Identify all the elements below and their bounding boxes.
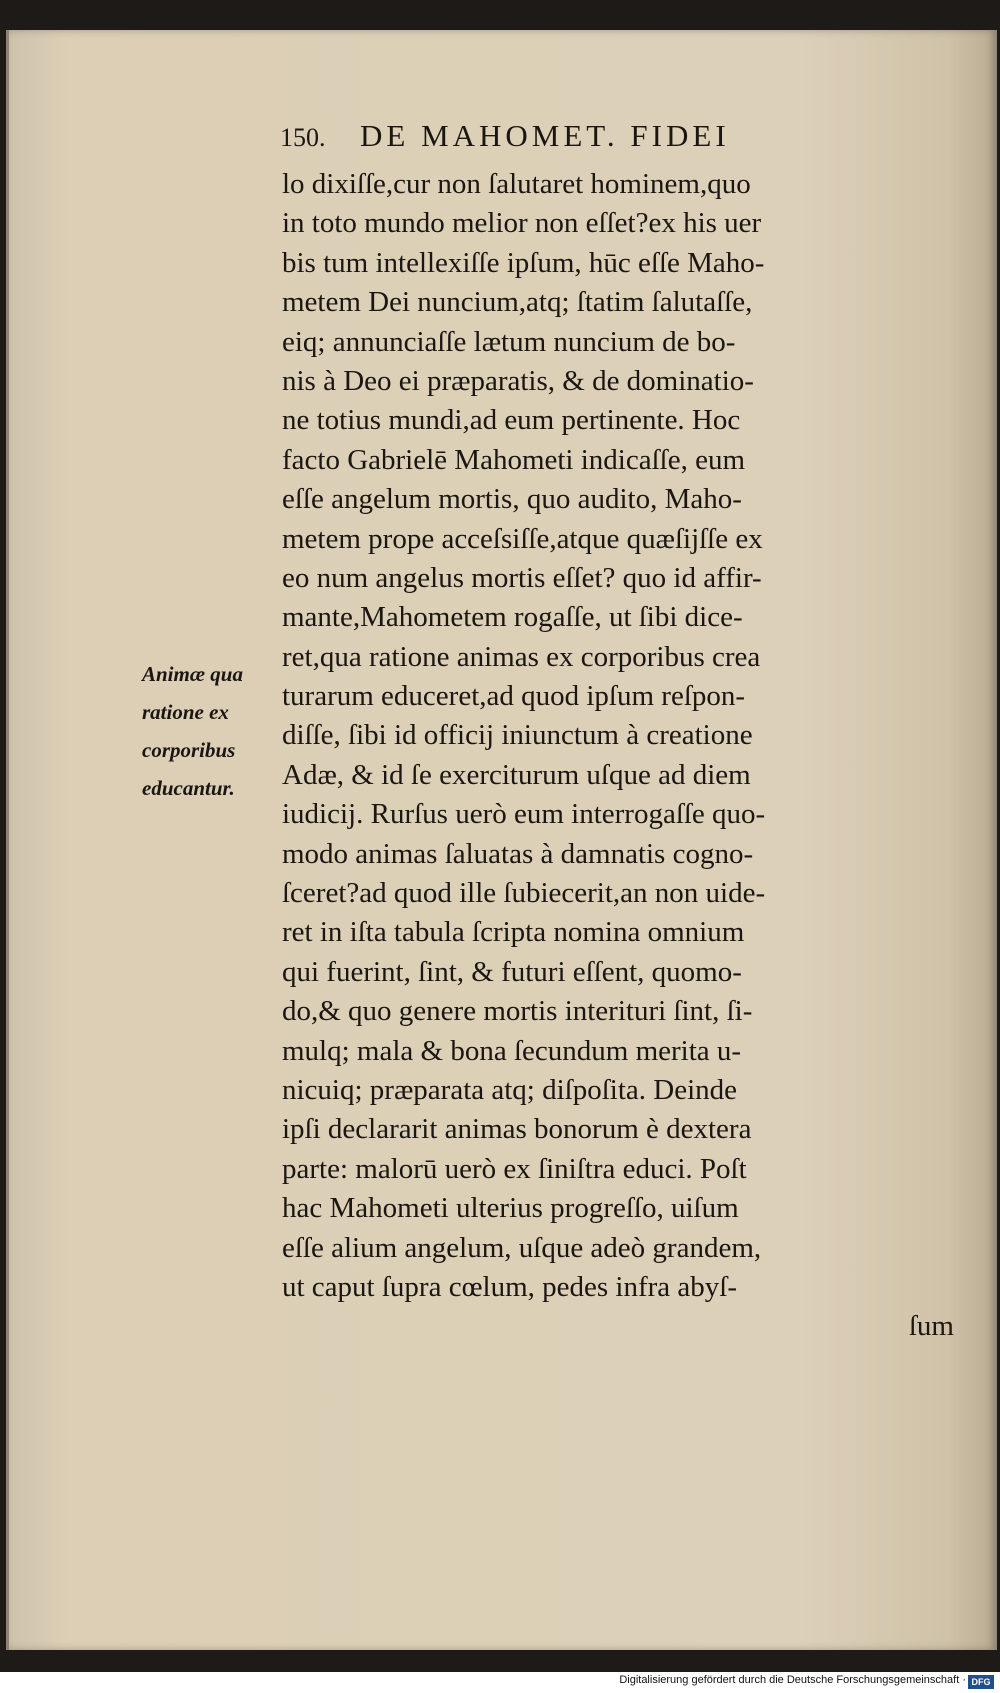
margin-note-line: Animæ qua — [142, 662, 243, 686]
running-head: DE MAHOMET. FIDEI — [360, 118, 730, 153]
text-line: eiq; annunciaſſe lætum nuncium de bo- — [282, 325, 736, 358]
margin-note-line: corporibus — [142, 738, 236, 762]
text-line: bis tum intellexiſſe ipſum, hūc eſſe Maho- — [282, 246, 765, 279]
page-number: 150. — [280, 123, 326, 152]
text-line: ne totius mundi,ad eum pertinente. Hoc — [282, 404, 741, 437]
funding-credit: Digitalisierung gefördert durch die Deutsche Forschungsgemeinschaft · — [619, 1674, 966, 1686]
text-line: in toto mundo melior non eſſet?ex his uer — [282, 207, 762, 240]
text-line: mante,Mahometem rogaſſe, ut ſibi dice- — [282, 601, 743, 634]
text-line: parte: malorū uerò ex ſiniſtra educi. Poſt — [282, 1152, 747, 1185]
text-line: do,& quo genere mortis interituri ſint, ſi- — [282, 995, 753, 1028]
text-line: eſſe alium angelum, uſque adeò grandem, — [282, 1231, 762, 1264]
text-line: modo animas ſaluatas à damnatis cogno- — [282, 837, 754, 870]
margin-note-line: ratione ex — [142, 700, 229, 724]
text-line: hac Mahometi ulterius progreſſo, uiſum — [282, 1192, 739, 1225]
text-line: ret,qua ratione animas ex corporibus crea — [282, 640, 761, 673]
text-line: iudicij. Rurſus uerò eum interrogaſſe quo- — [282, 798, 766, 831]
footer-bar — [0, 1672, 1000, 1693]
text-line: ut caput ſupra cœlum, pedes infra abyſ- — [282, 1270, 737, 1303]
text-line: diſſe, ſibi id officij iniunctum à creatione — [282, 719, 753, 752]
text-line: nis à Deo ei præparatis, & de dominatio- — [282, 364, 754, 397]
margin-note — [142, 655, 282, 807]
catchword: ſum — [908, 1310, 954, 1343]
text-line: eo num angelus mortis eſſet? quo id affir- — [282, 561, 762, 594]
body-text — [282, 165, 954, 1347]
text-line: facto Gabrielē Mahometi indicaſſe, eum — [282, 443, 746, 476]
text-line: mulq; mala & bona ſecundum merita u- — [282, 1034, 742, 1067]
text-line: turarum educeret,ad quod ipſum reſpon- — [282, 680, 746, 713]
text-line: ipſi declararit animas bonorum è dextera — [282, 1113, 752, 1146]
text-line: nicuiq; præparata atq; diſpoſita. Deinde — [282, 1073, 738, 1106]
text-line: metem Dei nuncium,atq; ſtatim ſalutaſſe, — [282, 286, 753, 319]
page-header — [280, 118, 820, 154]
text-line: eſſe angelum mortis, quo audito, Maho- — [282, 483, 742, 516]
text-line: qui fuerint, ſint, & futuri eſſent, quomo- — [282, 955, 742, 988]
dfg-logo: DFG — [968, 1675, 994, 1689]
text-line: metem prope acceſsiſſe,atque quæſijſſe ex — [282, 522, 763, 555]
text-line: lo dixiſſe,cur non ſalutaret hominem,quo — [282, 168, 751, 200]
margin-note-line: educantur. — [142, 776, 235, 800]
text-line: Adæ, & id ſe exerciturum uſque ad diem — [282, 758, 751, 791]
text-line: ret in iſta tabula ſcripta nomina omnium — [282, 916, 745, 949]
text-line: ſceret?ad quod ille ſubiecerit,an non uide- — [282, 877, 766, 910]
